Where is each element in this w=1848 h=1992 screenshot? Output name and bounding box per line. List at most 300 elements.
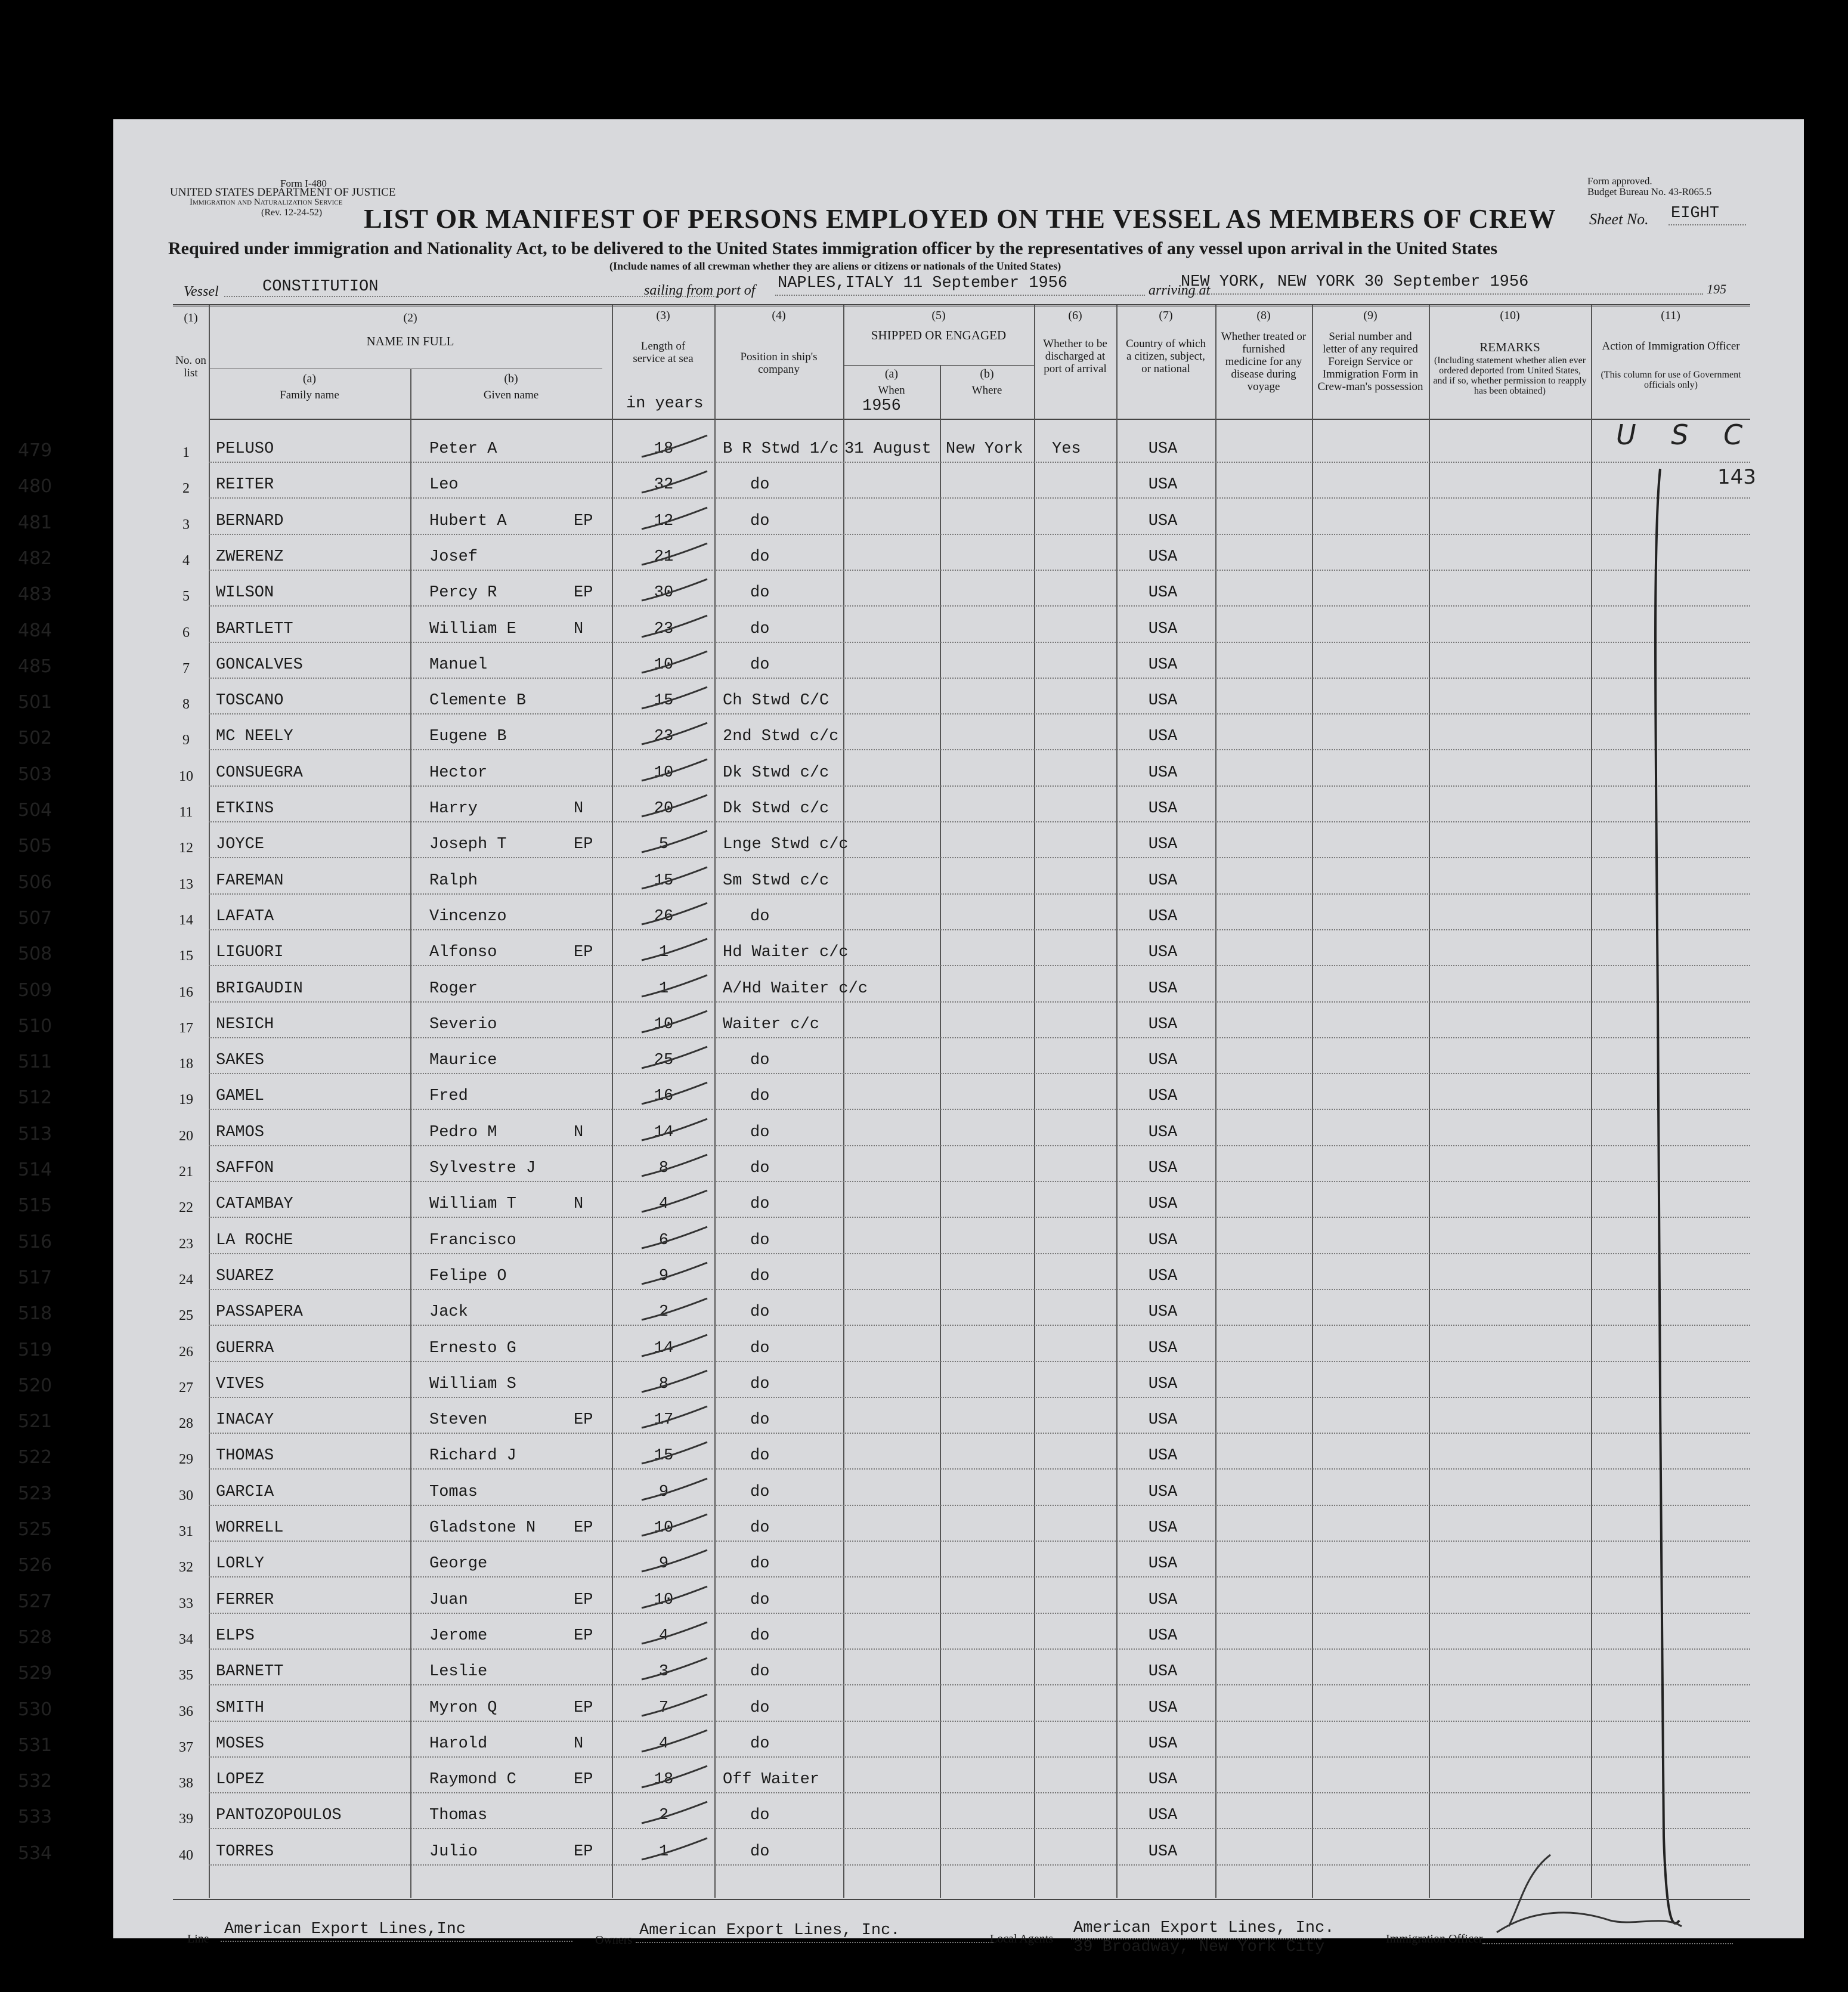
family-name: THOMAS: [216, 1447, 274, 1465]
row-rule: [209, 1325, 1750, 1326]
checkmark-stroke: [638, 1258, 710, 1294]
family-name: PASSAPERA: [216, 1303, 303, 1321]
checkmark-stroke: [638, 1150, 710, 1186]
vessel-name: CONSTITUTION: [262, 278, 379, 296]
row-rule: [209, 785, 1750, 787]
country: USA: [1148, 1807, 1178, 1824]
country: USA: [1148, 1555, 1178, 1573]
row-number: 20: [179, 1128, 193, 1144]
given-name: Ernesto G: [429, 1340, 516, 1357]
given-name: Felipe O: [429, 1267, 507, 1285]
row-number: 11: [179, 805, 193, 820]
service-years: 1: [658, 944, 669, 961]
checkmark-stroke: [638, 970, 710, 1006]
row-number: 36: [179, 1704, 193, 1719]
service-years: 32: [654, 476, 674, 494]
row-rule: [209, 1181, 1750, 1182]
country: USA: [1148, 1519, 1178, 1537]
row-rule: [209, 1468, 1750, 1470]
checkmark-stroke: [638, 1222, 710, 1258]
row-number: 39: [179, 1811, 193, 1827]
service-years: 2: [658, 1303, 669, 1321]
given-name: Joseph T: [429, 836, 507, 853]
row-margin-number: 485: [18, 656, 52, 677]
row-number: 3: [182, 517, 190, 533]
row-number: 9: [182, 732, 190, 748]
country: USA: [1148, 692, 1178, 710]
checkmark-stroke: [638, 503, 710, 539]
include-note: (Include names of all crewman whether they are aliens or citizens or nationals of the United States): [609, 260, 1061, 272]
service-years: 15: [654, 1447, 674, 1465]
shipped-when: 31 August: [844, 440, 931, 458]
line-value: American Export Lines,Inc: [224, 1920, 466, 1938]
row-rule: [209, 713, 1750, 714]
position: do: [750, 1843, 770, 1861]
position: Hd Waiter c/c: [723, 944, 849, 961]
service-years: 6: [658, 1232, 669, 1249]
checkmark-stroke: [638, 539, 710, 574]
col-6-number: (6): [1068, 309, 1082, 322]
col-9-label: Serial number and letter of any required Foreign Service or Immigration Form in Crew-man's possession: [1317, 330, 1423, 393]
row-margin-number: 525: [18, 1519, 52, 1540]
position: do: [750, 1447, 770, 1465]
checkmark-stroke: [638, 1797, 710, 1833]
manifest-subtitle: Required under immigration and Nationality Act, to be delivered to the United States immigration officer by the representatives of any vessel upon arrival in the United States: [168, 239, 1498, 258]
family-name: TORRES: [216, 1843, 274, 1861]
service-years: 16: [654, 1087, 674, 1105]
position: do: [750, 512, 770, 530]
arriving-label: arriving at: [1149, 283, 1211, 298]
row-number: 30: [179, 1488, 193, 1504]
row-rule: [209, 1145, 1750, 1146]
country: USA: [1148, 1051, 1178, 1069]
position: do: [750, 1195, 770, 1213]
row-margin-number: 514: [18, 1159, 52, 1180]
position: do: [750, 1267, 770, 1285]
service-years: 4: [658, 1627, 669, 1645]
row-margin-number: 507: [18, 908, 52, 929]
position: do: [750, 1627, 770, 1645]
status-code: EP: [574, 1699, 593, 1717]
row-rule: [209, 1361, 1750, 1362]
status-code: N: [574, 800, 584, 818]
col-5-label: SHIPPED OR ENGAGED: [871, 328, 1007, 342]
sailing-from: NAPLES,ITALY 11 September 1956: [778, 274, 1068, 292]
row-number: 34: [179, 1632, 193, 1647]
col-7-label: Country of which a citizen, subject, or national: [1125, 338, 1206, 375]
row-margin-number: 530: [18, 1699, 52, 1720]
col-11-label: Action of Immigration Officer: [1602, 340, 1740, 352]
col-3-unit: in years: [626, 395, 704, 413]
col-4-label: Position in ship's company: [740, 351, 818, 376]
form-number: Form I-480: [280, 178, 327, 189]
family-name: ZWERENZ: [216, 548, 284, 566]
row-margin-number: 510: [18, 1016, 52, 1037]
row-margin-number: 520: [18, 1375, 52, 1396]
position: do: [750, 584, 770, 602]
family-name: BARNETT: [216, 1663, 284, 1681]
col-6-label: Whether to be discharged at port of arrival: [1043, 338, 1107, 375]
col-3-number: (3): [656, 309, 670, 322]
family-name: VIVES: [216, 1375, 265, 1393]
status-code: EP: [574, 944, 593, 961]
position: do: [750, 1483, 770, 1501]
owners-label: Owners: [595, 1934, 633, 1947]
col-5a-label: When: [878, 384, 905, 397]
row-rule: [209, 570, 1750, 571]
family-name: LAFATA: [216, 908, 274, 926]
row-number: 6: [182, 625, 190, 641]
position: do: [750, 1555, 770, 1573]
country: USA: [1148, 764, 1178, 782]
row-number: 17: [179, 1020, 193, 1036]
officer-mark: U S C: [1616, 419, 1756, 451]
position: Lnge Stwd c/c: [723, 836, 849, 853]
family-name: WILSON: [216, 584, 274, 602]
service-years: 14: [654, 1340, 674, 1357]
row-number: 10: [179, 769, 193, 784]
checkmark-stroke: [638, 1690, 710, 1725]
given-name: Thomas: [429, 1807, 488, 1824]
checkmark-stroke: [638, 466, 710, 502]
given-name: Maurice: [429, 1051, 497, 1069]
service-years: 15: [654, 692, 674, 710]
service-years: 10: [654, 1016, 674, 1034]
line-label: Line: [187, 1932, 209, 1945]
position: Waiter c/c: [723, 1016, 820, 1034]
col-2-label: NAME IN FULL: [366, 334, 454, 348]
country: USA: [1148, 980, 1178, 998]
col-5b-label: Where: [971, 384, 1002, 397]
given-name: Richard J: [429, 1447, 516, 1465]
col-2b-number: (b): [504, 372, 518, 385]
given-name: Roger: [429, 980, 478, 998]
row-margin-number: 529: [18, 1663, 52, 1684]
row-margin-number: 509: [18, 980, 52, 1001]
col-2a-label: Family name: [280, 389, 339, 401]
country: USA: [1148, 440, 1178, 458]
given-name: William S: [429, 1375, 516, 1393]
country: USA: [1148, 1195, 1178, 1213]
country: USA: [1148, 1627, 1178, 1645]
given-name: Juan: [429, 1591, 468, 1609]
service-years: 10: [654, 764, 674, 782]
service-years: 18: [654, 1771, 674, 1789]
given-name: Manuel: [429, 656, 488, 674]
position: Dk Stwd c/c: [723, 764, 829, 782]
row-margin-number: 513: [18, 1124, 52, 1145]
family-name: CATAMBAY: [216, 1195, 293, 1213]
position: do: [750, 548, 770, 566]
country: USA: [1148, 1411, 1178, 1429]
row-number: 2: [182, 481, 190, 496]
sheet-label: Sheet No.: [1589, 211, 1649, 228]
checkmark-stroke: [638, 1437, 710, 1473]
given-name: Fred: [429, 1087, 468, 1105]
checkmark-stroke: [638, 1617, 710, 1653]
checkmark-stroke: [638, 1186, 710, 1221]
country: USA: [1148, 1447, 1178, 1465]
col-5a-number: (a): [884, 367, 899, 381]
agents-value: American Export Lines, Inc.: [1073, 1919, 1335, 1937]
country: USA: [1148, 1124, 1178, 1142]
row-rule: [209, 1756, 1750, 1758]
officer-signature: [1485, 1837, 1700, 1938]
given-name: Clemente B: [429, 692, 527, 710]
checkmark-stroke: [638, 1078, 710, 1113]
position: do: [750, 1699, 770, 1717]
checkmark-stroke: [638, 1761, 710, 1797]
country: USA: [1148, 944, 1178, 961]
checkmark-stroke: [638, 682, 710, 718]
row-number: 7: [182, 661, 190, 676]
service-years: 12: [654, 512, 674, 530]
checkmark-stroke: [638, 1653, 710, 1689]
family-name: FAREMAN: [216, 872, 284, 890]
row-margin-number: 526: [18, 1555, 52, 1576]
family-name: GONCALVES: [216, 656, 303, 674]
checkmark-stroke: [638, 934, 710, 970]
row-number: 29: [179, 1452, 193, 1467]
shipped-where: New York: [946, 440, 1023, 458]
row-margin-number: 534: [18, 1843, 52, 1864]
row-number: 37: [179, 1740, 193, 1755]
row-margin-number: 506: [18, 872, 52, 893]
checkmark-stroke: [638, 1330, 710, 1366]
row-margin-number: 484: [18, 620, 52, 641]
row-margin-number: 522: [18, 1447, 52, 1468]
row-margin-number: 511: [18, 1051, 52, 1072]
country: USA: [1148, 1843, 1178, 1861]
given-name: Myron Q: [429, 1699, 497, 1717]
row-number: 13: [179, 877, 193, 892]
given-name: Alfonso: [429, 944, 497, 961]
given-name: Leo: [429, 476, 459, 494]
country: USA: [1148, 1159, 1178, 1177]
checkmark-stroke: [638, 1006, 710, 1042]
row-number: 16: [179, 985, 193, 1000]
col-4-number: (4): [772, 309, 786, 322]
form-approved: Form approved.: [1587, 175, 1652, 187]
checkmark-stroke: [638, 790, 710, 826]
sheet-number: EIGHT: [1671, 205, 1720, 222]
given-name: Pedro M: [429, 1124, 497, 1142]
country: USA: [1148, 1375, 1178, 1393]
col-5a-year: 1956: [862, 397, 901, 415]
service-years: 9: [658, 1483, 669, 1501]
given-name: Severio: [429, 1016, 497, 1034]
row-margin-number: 521: [18, 1411, 52, 1432]
family-name: MC NEELY: [216, 728, 293, 746]
country: USA: [1148, 1591, 1178, 1609]
position: do: [750, 1591, 770, 1609]
checkmark-stroke: [638, 718, 710, 754]
checkmark-stroke: [638, 647, 710, 682]
given-name: Vincenzo: [429, 908, 507, 926]
col-11-number: (11): [1661, 309, 1680, 322]
service-years: 9: [658, 1267, 669, 1285]
family-name: BRIGAUDIN: [216, 980, 303, 998]
service-years: 4: [658, 1195, 669, 1213]
service-years: 10: [654, 656, 674, 674]
row-margin-number: 502: [18, 728, 52, 748]
checkmark-stroke: [638, 1582, 710, 1617]
checkmark-stroke: [638, 1833, 710, 1869]
row-rule: [209, 497, 1750, 499]
row-number: 32: [179, 1560, 193, 1575]
family-name: SAFFON: [216, 1159, 274, 1177]
col-9-number: (9): [1363, 309, 1378, 322]
row-rule: [209, 1541, 1750, 1542]
checkmark-stroke: [638, 1510, 710, 1545]
row-rule: [209, 821, 1750, 822]
country: USA: [1148, 476, 1178, 494]
row-rule: [209, 857, 1750, 858]
country: USA: [1148, 1232, 1178, 1249]
status-code: EP: [574, 1627, 593, 1645]
row-rule: [209, 1505, 1750, 1506]
position: do: [750, 1124, 770, 1142]
row-number: 15: [179, 948, 193, 964]
col-8-number: (8): [1256, 309, 1271, 322]
family-name: RAMOS: [216, 1124, 265, 1142]
family-name: REITER: [216, 476, 274, 494]
country: USA: [1148, 1483, 1178, 1501]
row-number: 38: [179, 1776, 193, 1791]
row-rule: [209, 1037, 1750, 1038]
row-rule: [209, 1828, 1750, 1829]
row-rule: [209, 1684, 1750, 1685]
position: do: [750, 656, 770, 674]
family-name: GARCIA: [216, 1483, 274, 1501]
row-margin-number: 482: [18, 548, 52, 569]
position: do: [750, 1340, 770, 1357]
family-name: INACAY: [216, 1411, 274, 1429]
col-7-number: (7): [1159, 309, 1173, 322]
service-years: 14: [654, 1124, 674, 1142]
row-number: 28: [179, 1416, 193, 1431]
col-1-number: (1): [184, 311, 198, 324]
service-years: 30: [654, 584, 674, 602]
checkmark-stroke: [638, 1114, 710, 1150]
form-revision: (Rev. 12-24-52): [261, 208, 323, 218]
row-rule: [209, 1648, 1750, 1650]
country: USA: [1148, 584, 1178, 602]
row-number: 25: [179, 1308, 193, 1323]
given-name: Hector: [429, 764, 488, 782]
position: do: [750, 1303, 770, 1321]
status-code: EP: [574, 1843, 593, 1861]
checkmark-stroke: [638, 862, 710, 898]
checkmark-stroke: [638, 611, 710, 647]
manifest-title: LIST OR MANIFEST OF PERSONS EMPLOYED ON THE VESSEL AS MEMBERS OF CREW: [364, 203, 1556, 234]
position: do: [750, 1663, 770, 1681]
family-name: LIGUORI: [216, 944, 284, 961]
row-rule: [209, 1109, 1750, 1110]
col-5b-number: (b): [980, 367, 994, 381]
page-count: 143: [1717, 465, 1756, 489]
row-rule: [209, 1289, 1750, 1290]
row-number: 40: [179, 1848, 193, 1863]
row-number: 8: [182, 697, 190, 712]
status-code: EP: [574, 1591, 593, 1609]
col-3-label: Length of service at sea: [633, 340, 694, 365]
family-name: PANTOZOPOULOS: [216, 1807, 342, 1824]
row-rule: [209, 1397, 1750, 1398]
checkmark-stroke: [638, 574, 710, 610]
given-name: William T: [429, 1195, 516, 1213]
family-name: SMITH: [216, 1699, 265, 1717]
row-margin-number: 504: [18, 800, 52, 821]
family-name: SAKES: [216, 1051, 265, 1069]
country: USA: [1148, 800, 1178, 818]
status-code: EP: [574, 1411, 593, 1429]
checkmark-stroke: [638, 1725, 710, 1761]
row-margin-number: 515: [18, 1195, 52, 1216]
row-rule: [209, 1001, 1750, 1003]
position: do: [750, 908, 770, 926]
immigration-officer-label: Immigration Officer: [1386, 1932, 1483, 1945]
given-name: Gladstone N: [429, 1519, 536, 1537]
row-rule: [209, 642, 1750, 643]
row-margin-number: 528: [18, 1627, 52, 1648]
status-code: EP: [574, 512, 593, 530]
position: do: [750, 1807, 770, 1824]
service-years: 1: [658, 980, 669, 998]
row-margin-number: 503: [18, 764, 52, 785]
checkmark-stroke: [638, 754, 710, 790]
row-rule: [209, 965, 1750, 966]
row-rule: [209, 534, 1750, 535]
service-years: 10: [654, 1519, 674, 1537]
row-margin-number: 516: [18, 1232, 52, 1252]
row-rule: [209, 1217, 1750, 1218]
row-margin-number: 523: [18, 1483, 52, 1504]
row-rule: [209, 1792, 1750, 1793]
service-years: 17: [654, 1411, 674, 1429]
row-number: 26: [179, 1344, 193, 1360]
country: USA: [1148, 1016, 1178, 1034]
row-margin-number: 517: [18, 1267, 52, 1288]
country: USA: [1148, 1663, 1178, 1681]
row-number: 27: [179, 1380, 193, 1396]
status-code: EP: [574, 1771, 593, 1789]
service-years: 21: [654, 548, 674, 566]
status-code: N: [574, 1195, 584, 1213]
service-years: 9: [658, 1555, 669, 1573]
row-margin-number: 508: [18, 944, 52, 964]
given-name: Josef: [429, 548, 478, 566]
row-rule: [209, 1576, 1750, 1577]
row-margin-number: 479: [18, 440, 52, 461]
family-name: TOSCANO: [216, 692, 284, 710]
given-name: Julio: [429, 1843, 478, 1861]
given-name: Raymond C: [429, 1771, 516, 1789]
row-margin-number: 501: [18, 692, 52, 713]
service-years: 7: [658, 1699, 669, 1717]
given-name: Tomas: [429, 1483, 478, 1501]
service-years: 5: [658, 836, 669, 853]
service-years: 20: [654, 800, 674, 818]
country: USA: [1148, 1267, 1178, 1285]
position: do: [750, 1411, 770, 1429]
country: USA: [1148, 908, 1178, 926]
vessel-label: Vessel: [184, 284, 219, 299]
row-number: 24: [179, 1272, 193, 1288]
country: USA: [1148, 548, 1178, 566]
position: 2nd Stwd c/c: [723, 728, 839, 746]
given-name: Peter A: [429, 440, 497, 458]
